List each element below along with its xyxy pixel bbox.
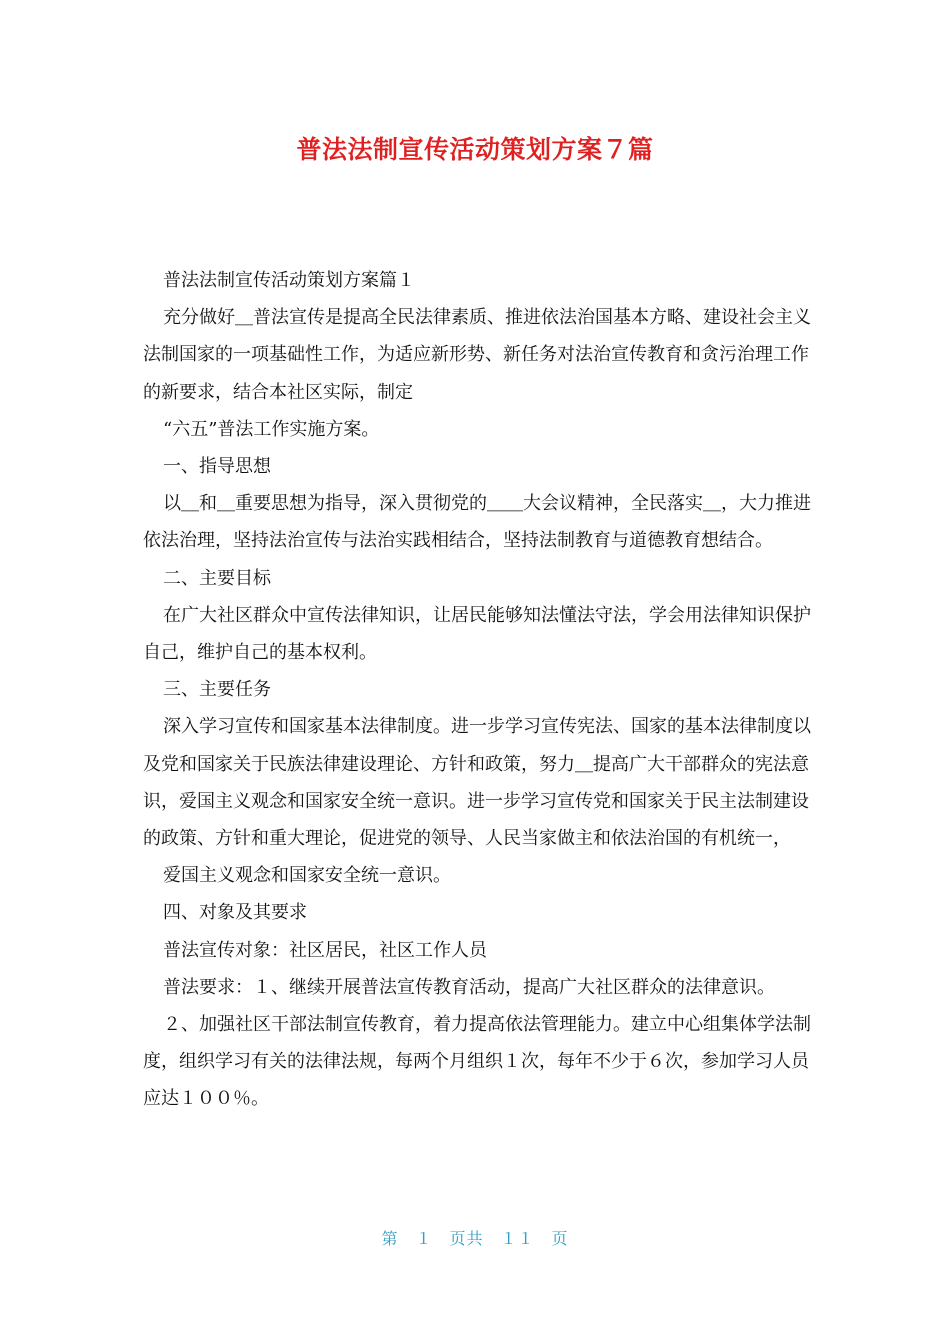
document-title: 普法法制宣传活动策划方案７篇 (296, 135, 654, 164)
paragraph: 普法要求：１、继续开展普法宣传教育活动，提高广大社区群众的法律意识。 (163, 976, 775, 998)
section-heading: 二、主要目标 (163, 567, 271, 589)
page-number-footer: 第 １ 页共 １１ 页 (381, 1229, 569, 1248)
paragraph: “六五”普法工作实施方案。 (163, 418, 380, 440)
paragraph: 在广大社区群众中宣传法律知识，让居民能够知法懂法守法，学会用法律知识保护自己，维护自己的基本权利。 (143, 604, 811, 664)
paragraph: 爱国主义观念和国家安全统一意识。 (163, 865, 451, 887)
section-heading: 三、主要任务 (163, 679, 271, 701)
paragraph: 普法宣传对象：社区居民，社区工作人员 (163, 939, 487, 961)
section-heading: 一、指导思想 (163, 456, 271, 478)
section-heading: 四、对象及其要求 (163, 902, 307, 924)
paragraph: 深入学习宣传和国家基本法律制度。进一步学习宣传宪法、国家的基本法律制度以及党和国家关于民族法律建设理论、方针和政策，努力＿提高广大干部群众的宪法意识，爱国主义观念和国家安全统一意识。进一步学习宣传党和国家关于民主法制建设的政策、方针和重大理论，促进党的领导、人民当家做主和依法治国的有机统一， (143, 716, 811, 850)
section-heading: 普法法制宣传活动策划方案篇１ (163, 270, 415, 291)
paragraph: 以＿和＿重要思想为指导，深入贯彻党的＿＿大会议精神，全民落实＿，大力推进依法治理，坚持法治宣传与法治实践相结合，坚持法制教育与道德教育想结合。 (143, 493, 811, 552)
paragraph: ２、加强社区干部法制宣传教育，着力提高依法管理能力。建立中心组集体学法制度，组织学习有关的法律法规，每两个月组织１次，每年不少于６次，参加学习人员应达１００％。 (143, 1014, 811, 1110)
document-body (143, 262, 811, 1118)
paragraph: 充分做好＿普法宣传是提高全民法律素质、推进依法治国基本方略、建设社会主义法制国家的一项基础性工作，为适应新形势、新任务对法治宣传教育和贪污治理工作的新要求，结合本社区实际，制定 (143, 307, 811, 403)
